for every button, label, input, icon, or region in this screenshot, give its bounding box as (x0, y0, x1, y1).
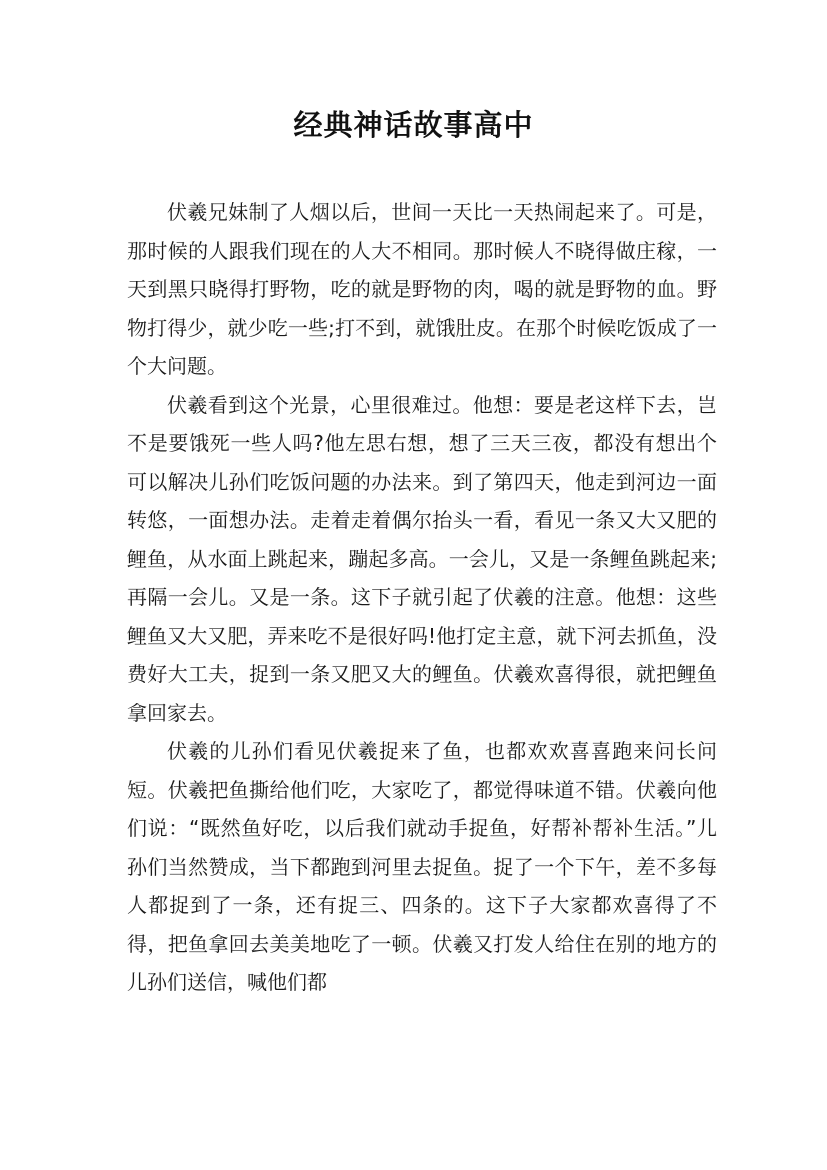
document-title: 经典神话故事高中 (293, 108, 534, 142)
paragraph: 伏羲兄妹制了人烟以后，世间一天比一天热闹起来了。可是，那时候的人跟我们现在的人大不相同。那时候人不晓得做庄稼，一天到黑只晓得打野物，吃的就是野物的肉，喝的就是野物的血。野物打得少，就少吃一些;打不到，就饿肚皮。在那个时候吃饭成了一个大问题。 (127, 200, 717, 378)
paragraph: 伏羲看到这个光景，心里很难过。他想：要是老这样下去，岂不是要饿死一些人吗?他左思右想，想了三天三夜，都没有想出个可以解决儿孙们吃饭问题的办法来。到了第四天，他走到河边一面转悠，一面想办法。走着走着偶尔抬头一看，看见一条又大又肥的鲤鱼，从水面上跳起来，蹦起多高。一会儿，又是一条鲤鱼跳起来;再隔一会儿。又是一条。这下子就引起了伏羲的注意。他想：这些鲤鱼又大又肥，弄来吃不是很好吗!他打定主意，就下河去抓鱼，没费好大工夫，捉到一条又肥又大的鲤鱼。伏羲欢喜得很，就把鲤鱼拿回家去。 (127, 392, 717, 725)
paragraph: 伏羲的儿孙们看见伏羲捉来了鱼，也都欢欢喜喜跑来问长问短。伏羲把鱼撕给他们吃，大家吃了，都觉得味道不错。伏羲向他们说：“既然鱼好吃，以后我们就动手捉鱼，好帮补帮补生活。”儿孙们当然赞成，当下都跑到河里去捉鱼。捉了一个下午，差不多每人都捉到了一条，还有捉三、四条的。这下子大家都欢喜得了不得，把鱼拿回去美美地吃了一顿。伏羲又打发人给住在别的地方的儿孙们送信，喊他们都 (127, 739, 717, 994)
document-body (127, 193, 717, 1002)
